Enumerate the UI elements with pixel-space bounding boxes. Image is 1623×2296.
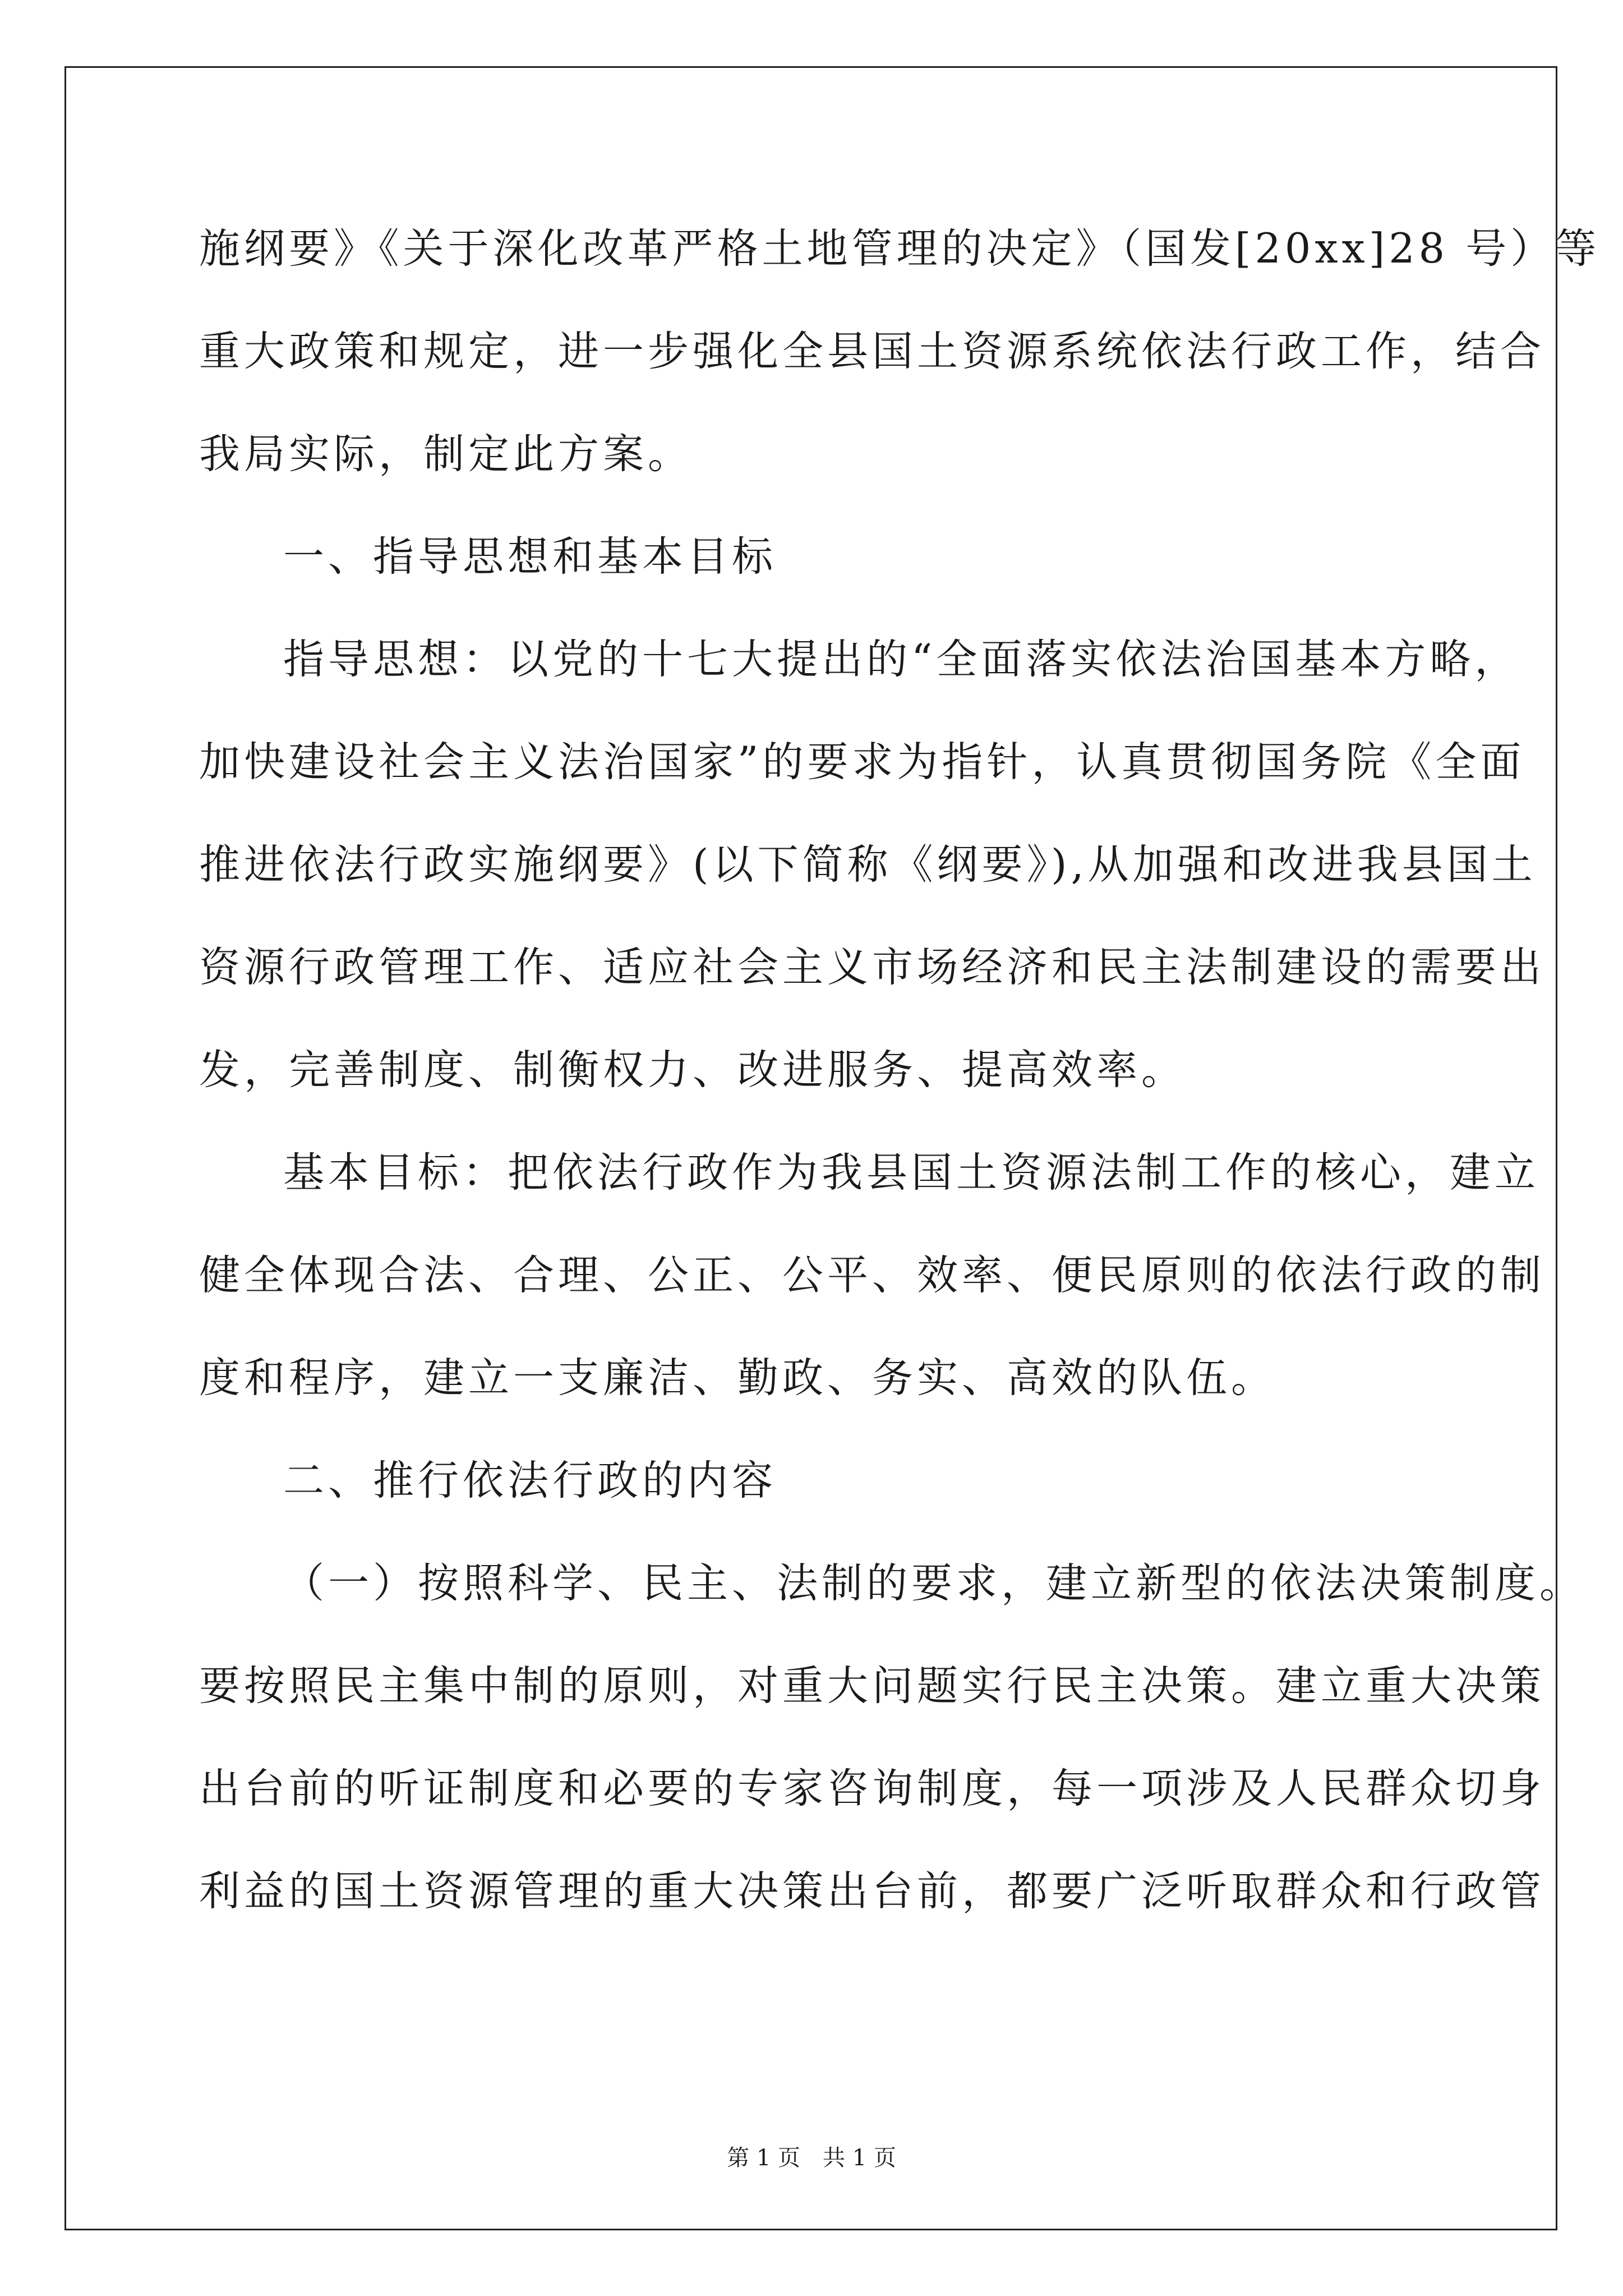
body-text-line: 要按照民主集中制的原则，对重大问题实行民主决策。建立重大决策 [199,1662,1545,1710]
body-text-line: 我局实际，制定此方案。 [199,430,693,478]
body-text-line: 度和程序，建立一支廉洁、勤政、务实、高效的队伍。 [199,1354,1276,1402]
paragraph-start-line: 基本目标：把依法行政作为我县国土资源法制工作的核心，建立 [283,1149,1539,1197]
body-text-line: 加快建设社会主义法治国家”的要求为指针，认真贯彻国务院《全面 [199,738,1525,786]
body-text-line: 健全体现合法、合理、公正、公平、效率、便民原则的依法行政的制 [199,1251,1545,1299]
section-heading: 二、推行依法行政的内容 [283,1457,777,1504]
paragraph-start-line: （一）按照科学、民主、法制的要求，建立新型的依法决策制度。 [283,1559,1584,1607]
body-text-line: 发，完善制度、制衡权力、改进服务、提高效率。 [199,1046,1186,1094]
section-heading: 一、指导思想和基本目标 [283,533,777,581]
paragraph-start-line: 指导思想：以党的十七大提出的“全面落实依法治国基本方略， [283,636,1520,683]
body-text-line: 利益的国土资源管理的重大决策出台前，都要广泛听取群众和行政管 [199,1867,1545,1915]
page-footer: 第 1 页 共 1 页 [727,2145,896,2171]
body-text-line: 资源行政管理工作、适应社会主义市场经济和民主法制建设的需要出 [199,944,1545,991]
body-text-line: 推进依法行政实施纲要》(以下简称《纲要》),从加强和改进我县国土 [199,841,1537,889]
body-text-line: 重大政策和规定，进一步强化全县国土资源系统依法行政工作，结合 [199,328,1545,375]
body-text-line: 出台前的听证制度和必要的专家咨询制度，每一项涉及人民群众切身 [199,1765,1545,1812]
body-text-line: 施纲要》《关于深化改革严格土地管理的决定》（国发[20xx]28 号）等 [199,225,1601,273]
